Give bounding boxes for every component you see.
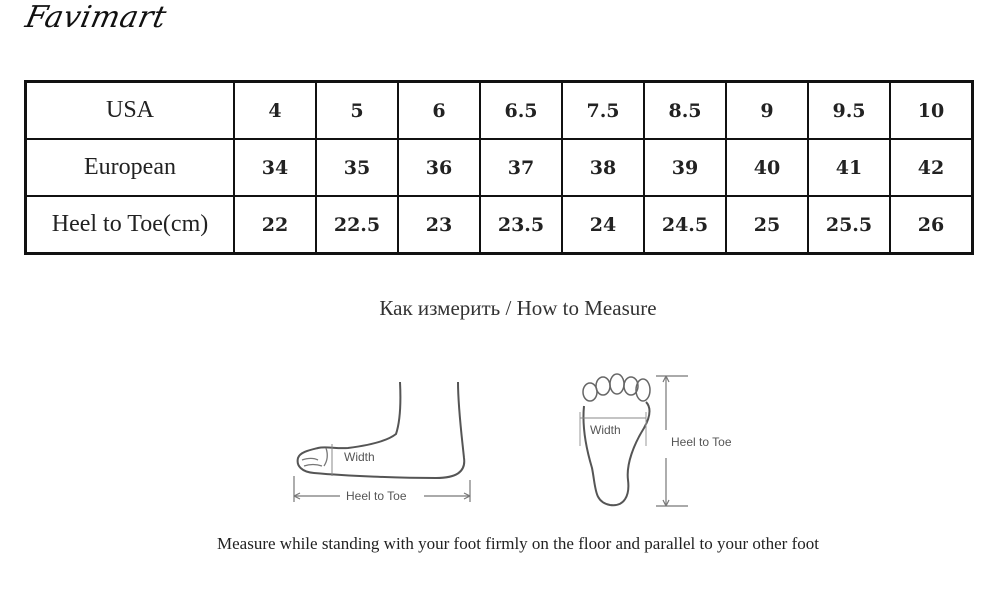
table-cell: 34 <box>234 139 316 196</box>
measure-instruction: Measure while standing with your foot firmly on the floor and parallel to your other foot <box>217 534 819 553</box>
table-row-usa <box>26 82 973 140</box>
table-cell: 38 <box>562 139 644 196</box>
table-cell: 24 <box>562 196 644 254</box>
table-cell: 40 <box>726 139 808 196</box>
table-cell: 26 <box>890 196 973 254</box>
table-cell: 36 <box>398 139 480 196</box>
table-cell: 5 <box>316 82 398 140</box>
table-cell: 6.5 <box>480 82 562 140</box>
size-chart-table <box>24 80 974 255</box>
table-cell: 4 <box>234 82 316 140</box>
foot-sole-diagram <box>572 372 772 512</box>
brand-logo: Favimart <box>22 0 170 35</box>
table-cell: 23 <box>398 196 480 254</box>
table-cell: 9 <box>726 82 808 140</box>
measure-title: Как измерить / How to Measure <box>379 296 657 320</box>
side-length-label: Heel to Toe <box>346 489 407 503</box>
table-cell: 42 <box>890 139 973 196</box>
table-cell: 25.5 <box>808 196 890 254</box>
table-cell: 8.5 <box>644 82 726 140</box>
table-cell: 22.5 <box>316 196 398 254</box>
row-header: European <box>26 139 235 196</box>
table-cell: 39 <box>644 139 726 196</box>
table-cell: 24.5 <box>644 196 726 254</box>
table-cell: 25 <box>726 196 808 254</box>
row-header: USA <box>26 82 235 140</box>
table-cell: 23.5 <box>480 196 562 254</box>
table-row-heel-to-toe <box>26 196 973 254</box>
row-header: Heel to Toe(cm) <box>26 196 235 254</box>
table-cell: 41 <box>808 139 890 196</box>
table-cell: 7.5 <box>562 82 644 140</box>
foot-side-diagram <box>288 378 488 513</box>
table-cell: 37 <box>480 139 562 196</box>
sole-length-label: Heel to Toe <box>671 435 732 449</box>
table-cell: 9.5 <box>808 82 890 140</box>
sole-width-label: Width <box>590 423 621 437</box>
table-cell: 22 <box>234 196 316 254</box>
table-cell: 10 <box>890 82 973 140</box>
table-row-european <box>26 139 973 196</box>
table-cell: 6 <box>398 82 480 140</box>
side-width-label: Width <box>344 450 375 464</box>
table-cell: 35 <box>316 139 398 196</box>
